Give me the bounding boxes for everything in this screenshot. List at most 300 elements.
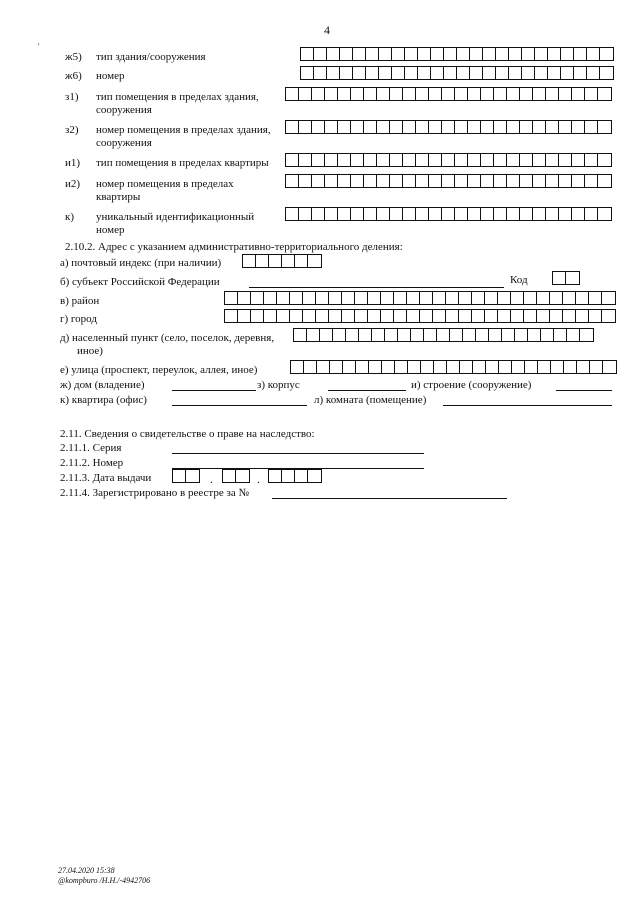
character-cell[interactable] bbox=[338, 175, 351, 187]
character-cell[interactable] bbox=[424, 329, 437, 341]
character-cell[interactable] bbox=[338, 121, 351, 133]
character-cell[interactable] bbox=[496, 48, 509, 60]
locality-boxes[interactable] bbox=[293, 328, 594, 342]
character-cell[interactable] bbox=[520, 121, 533, 133]
character-cell[interactable] bbox=[301, 67, 314, 79]
character-cell[interactable] bbox=[572, 88, 585, 100]
character-cell[interactable] bbox=[546, 121, 559, 133]
character-cell[interactable] bbox=[368, 310, 381, 322]
character-cell[interactable] bbox=[468, 208, 481, 220]
character-cell[interactable] bbox=[507, 154, 520, 166]
character-cell[interactable] bbox=[589, 292, 602, 304]
character-cell[interactable] bbox=[524, 292, 537, 304]
character-cell[interactable] bbox=[327, 67, 340, 79]
character-cell[interactable] bbox=[455, 208, 468, 220]
character-cell[interactable] bbox=[494, 88, 507, 100]
character-cell[interactable] bbox=[481, 208, 494, 220]
character-cell[interactable] bbox=[450, 329, 463, 341]
character-cell[interactable] bbox=[382, 361, 395, 373]
character-cell[interactable] bbox=[377, 88, 390, 100]
character-cell[interactable] bbox=[325, 88, 338, 100]
character-cell[interactable] bbox=[294, 329, 307, 341]
character-cell[interactable] bbox=[286, 88, 299, 100]
character-cell[interactable] bbox=[317, 361, 330, 373]
character-cell[interactable] bbox=[295, 255, 308, 267]
district-boxes[interactable] bbox=[224, 291, 616, 305]
character-cell[interactable] bbox=[416, 88, 429, 100]
character-cell[interactable] bbox=[535, 48, 548, 60]
character-cell[interactable] bbox=[223, 470, 236, 482]
character-cell[interactable] bbox=[405, 48, 418, 60]
character-cell[interactable] bbox=[290, 292, 303, 304]
character-cell[interactable] bbox=[390, 175, 403, 187]
character-cell[interactable] bbox=[483, 67, 496, 79]
character-cell[interactable] bbox=[355, 310, 368, 322]
character-cell[interactable] bbox=[312, 175, 325, 187]
premises-type-boxes[interactable] bbox=[285, 87, 612, 101]
character-cell[interactable] bbox=[173, 470, 186, 482]
character-cell[interactable] bbox=[286, 121, 299, 133]
character-cell[interactable] bbox=[429, 88, 442, 100]
registry-line[interactable] bbox=[272, 498, 507, 499]
character-cell[interactable] bbox=[329, 310, 342, 322]
character-cell[interactable] bbox=[379, 48, 392, 60]
character-cell[interactable] bbox=[585, 88, 598, 100]
character-cell[interactable] bbox=[559, 154, 572, 166]
character-cell[interactable] bbox=[548, 48, 561, 60]
character-cell[interactable] bbox=[507, 121, 520, 133]
character-cell[interactable] bbox=[312, 154, 325, 166]
character-cell[interactable] bbox=[286, 154, 299, 166]
character-cell[interactable] bbox=[498, 292, 511, 304]
character-cell[interactable] bbox=[499, 361, 512, 373]
character-cell[interactable] bbox=[598, 121, 611, 133]
character-cell[interactable] bbox=[548, 67, 561, 79]
character-cell[interactable] bbox=[520, 208, 533, 220]
character-cell[interactable] bbox=[314, 48, 327, 60]
character-cell[interactable] bbox=[585, 154, 598, 166]
character-cell[interactable] bbox=[431, 48, 444, 60]
character-cell[interactable] bbox=[585, 175, 598, 187]
character-cell[interactable] bbox=[550, 310, 563, 322]
character-cell[interactable] bbox=[551, 361, 564, 373]
character-cell[interactable] bbox=[364, 88, 377, 100]
character-cell[interactable] bbox=[325, 154, 338, 166]
character-cell[interactable] bbox=[485, 292, 498, 304]
premises-number-boxes[interactable] bbox=[285, 120, 612, 134]
character-cell[interactable] bbox=[340, 67, 353, 79]
character-cell[interactable] bbox=[418, 48, 431, 60]
character-cell[interactable] bbox=[472, 310, 485, 322]
character-cell[interactable] bbox=[351, 175, 364, 187]
character-cell[interactable] bbox=[496, 67, 509, 79]
character-cell[interactable] bbox=[561, 67, 574, 79]
character-cell[interactable] bbox=[442, 88, 455, 100]
character-cell[interactable] bbox=[411, 329, 424, 341]
character-cell[interactable] bbox=[473, 361, 486, 373]
character-cell[interactable] bbox=[546, 88, 559, 100]
character-cell[interactable] bbox=[457, 67, 470, 79]
character-cell[interactable] bbox=[535, 67, 548, 79]
street-boxes[interactable] bbox=[290, 360, 617, 374]
character-cell[interactable] bbox=[485, 310, 498, 322]
character-cell[interactable] bbox=[494, 208, 507, 220]
character-cell[interactable] bbox=[533, 175, 546, 187]
character-cell[interactable] bbox=[602, 292, 615, 304]
character-cell[interactable] bbox=[470, 48, 483, 60]
character-cell[interactable] bbox=[364, 208, 377, 220]
character-cell[interactable] bbox=[511, 310, 524, 322]
building-line[interactable] bbox=[328, 390, 406, 391]
character-cell[interactable] bbox=[312, 121, 325, 133]
character-cell[interactable] bbox=[600, 67, 613, 79]
character-cell[interactable] bbox=[559, 88, 572, 100]
character-cell[interactable] bbox=[494, 175, 507, 187]
character-cell[interactable] bbox=[405, 67, 418, 79]
postal-index-boxes[interactable] bbox=[242, 254, 322, 268]
character-cell[interactable] bbox=[333, 329, 346, 341]
character-cell[interactable] bbox=[338, 208, 351, 220]
character-cell[interactable] bbox=[236, 470, 249, 482]
character-cell[interactable] bbox=[442, 154, 455, 166]
character-cell[interactable] bbox=[316, 310, 329, 322]
character-cell[interactable] bbox=[403, 88, 416, 100]
character-cell[interactable] bbox=[420, 310, 433, 322]
character-cell[interactable] bbox=[377, 154, 390, 166]
character-cell[interactable] bbox=[421, 361, 434, 373]
character-cell[interactable] bbox=[403, 208, 416, 220]
character-cell[interactable] bbox=[522, 48, 535, 60]
character-cell[interactable] bbox=[444, 48, 457, 60]
character-cell[interactable] bbox=[277, 292, 290, 304]
character-cell[interactable] bbox=[587, 48, 600, 60]
apartment-premises-number-boxes[interactable] bbox=[285, 174, 612, 188]
character-cell[interactable] bbox=[546, 208, 559, 220]
character-cell[interactable] bbox=[338, 154, 351, 166]
character-cell[interactable] bbox=[277, 310, 290, 322]
character-cell[interactable] bbox=[327, 48, 340, 60]
character-cell[interactable] bbox=[351, 88, 364, 100]
character-cell[interactable] bbox=[561, 48, 574, 60]
character-cell[interactable] bbox=[455, 154, 468, 166]
character-cell[interactable] bbox=[256, 255, 269, 267]
character-cell[interactable] bbox=[559, 175, 572, 187]
structure-line[interactable] bbox=[556, 390, 612, 391]
character-cell[interactable] bbox=[403, 154, 416, 166]
character-cell[interactable] bbox=[576, 310, 589, 322]
character-cell[interactable] bbox=[420, 292, 433, 304]
building-type-boxes[interactable] bbox=[300, 47, 614, 61]
character-cell[interactable] bbox=[390, 88, 403, 100]
character-cell[interactable] bbox=[340, 48, 353, 60]
character-cell[interactable] bbox=[442, 121, 455, 133]
character-cell[interactable] bbox=[444, 67, 457, 79]
character-cell[interactable] bbox=[299, 121, 312, 133]
issue-day-boxes[interactable] bbox=[172, 469, 200, 483]
character-cell[interactable] bbox=[567, 329, 580, 341]
character-cell[interactable] bbox=[546, 175, 559, 187]
character-cell[interactable] bbox=[494, 121, 507, 133]
character-cell[interactable] bbox=[366, 67, 379, 79]
character-cell[interactable] bbox=[434, 361, 447, 373]
character-cell[interactable] bbox=[577, 361, 590, 373]
character-cell[interactable] bbox=[303, 292, 316, 304]
character-cell[interactable] bbox=[494, 154, 507, 166]
character-cell[interactable] bbox=[356, 361, 369, 373]
character-cell[interactable] bbox=[602, 310, 615, 322]
character-cell[interactable] bbox=[291, 361, 304, 373]
character-cell[interactable] bbox=[304, 361, 317, 373]
character-cell[interactable] bbox=[299, 88, 312, 100]
character-cell[interactable] bbox=[225, 310, 238, 322]
character-cell[interactable] bbox=[301, 48, 314, 60]
character-cell[interactable] bbox=[437, 329, 450, 341]
character-cell[interactable] bbox=[316, 292, 329, 304]
character-cell[interactable] bbox=[574, 48, 587, 60]
character-cell[interactable] bbox=[572, 208, 585, 220]
character-cell[interactable] bbox=[486, 361, 499, 373]
character-cell[interactable] bbox=[587, 67, 600, 79]
character-cell[interactable] bbox=[442, 175, 455, 187]
character-cell[interactable] bbox=[429, 175, 442, 187]
character-cell[interactable] bbox=[429, 154, 442, 166]
character-cell[interactable] bbox=[325, 208, 338, 220]
character-cell[interactable] bbox=[377, 175, 390, 187]
character-cell[interactable] bbox=[533, 154, 546, 166]
character-cell[interactable] bbox=[559, 121, 572, 133]
character-cell[interactable] bbox=[295, 470, 308, 482]
character-cell[interactable] bbox=[398, 329, 411, 341]
character-cell[interactable] bbox=[431, 67, 444, 79]
character-cell[interactable] bbox=[572, 154, 585, 166]
character-cell[interactable] bbox=[600, 48, 613, 60]
character-cell[interactable] bbox=[338, 88, 351, 100]
character-cell[interactable] bbox=[416, 175, 429, 187]
character-cell[interactable] bbox=[559, 208, 572, 220]
character-cell[interactable] bbox=[463, 329, 476, 341]
character-cell[interactable] bbox=[238, 310, 251, 322]
character-cell[interactable] bbox=[299, 208, 312, 220]
character-cell[interactable] bbox=[416, 154, 429, 166]
character-cell[interactable] bbox=[460, 361, 473, 373]
character-cell[interactable] bbox=[507, 88, 520, 100]
character-cell[interactable] bbox=[550, 292, 563, 304]
character-cell[interactable] bbox=[455, 175, 468, 187]
building-number-boxes[interactable] bbox=[300, 66, 614, 80]
character-cell[interactable] bbox=[537, 310, 550, 322]
character-cell[interactable] bbox=[585, 208, 598, 220]
apartment-line[interactable] bbox=[172, 405, 307, 406]
character-cell[interactable] bbox=[251, 310, 264, 322]
character-cell[interactable] bbox=[515, 329, 528, 341]
character-cell[interactable] bbox=[533, 208, 546, 220]
character-cell[interactable] bbox=[299, 175, 312, 187]
character-cell[interactable] bbox=[243, 255, 256, 267]
character-cell[interactable] bbox=[308, 255, 321, 267]
character-cell[interactable] bbox=[381, 292, 394, 304]
character-cell[interactable] bbox=[483, 48, 496, 60]
character-cell[interactable] bbox=[533, 121, 546, 133]
character-cell[interactable] bbox=[598, 154, 611, 166]
character-cell[interactable] bbox=[481, 154, 494, 166]
character-cell[interactable] bbox=[416, 121, 429, 133]
character-cell[interactable] bbox=[320, 329, 333, 341]
character-cell[interactable] bbox=[541, 329, 554, 341]
character-cell[interactable] bbox=[390, 121, 403, 133]
character-cell[interactable] bbox=[312, 88, 325, 100]
character-cell[interactable] bbox=[589, 310, 602, 322]
issue-month-boxes[interactable] bbox=[222, 469, 250, 483]
character-cell[interactable] bbox=[512, 361, 525, 373]
character-cell[interactable] bbox=[524, 310, 537, 322]
character-cell[interactable] bbox=[468, 175, 481, 187]
character-cell[interactable] bbox=[576, 292, 589, 304]
character-cell[interactable] bbox=[470, 67, 483, 79]
character-cell[interactable] bbox=[282, 255, 295, 267]
character-cell[interactable] bbox=[342, 292, 355, 304]
character-cell[interactable] bbox=[403, 175, 416, 187]
character-cell[interactable] bbox=[507, 208, 520, 220]
character-cell[interactable] bbox=[351, 121, 364, 133]
character-cell[interactable] bbox=[407, 310, 420, 322]
house-line[interactable] bbox=[172, 390, 256, 391]
character-cell[interactable] bbox=[433, 292, 446, 304]
character-cell[interactable] bbox=[433, 310, 446, 322]
character-cell[interactable] bbox=[481, 175, 494, 187]
character-cell[interactable] bbox=[314, 67, 327, 79]
character-cell[interactable] bbox=[392, 67, 405, 79]
character-cell[interactable] bbox=[525, 361, 538, 373]
character-cell[interactable] bbox=[520, 175, 533, 187]
character-cell[interactable] bbox=[325, 175, 338, 187]
character-cell[interactable] bbox=[537, 292, 550, 304]
character-cell[interactable] bbox=[502, 329, 515, 341]
character-cell[interactable] bbox=[364, 175, 377, 187]
character-cell[interactable] bbox=[416, 208, 429, 220]
character-cell[interactable] bbox=[533, 88, 546, 100]
character-cell[interactable] bbox=[286, 208, 299, 220]
character-cell[interactable] bbox=[429, 121, 442, 133]
character-cell[interactable] bbox=[330, 361, 343, 373]
character-cell[interactable] bbox=[369, 361, 382, 373]
character-cell[interactable] bbox=[290, 310, 303, 322]
issue-year-boxes[interactable] bbox=[268, 469, 322, 483]
character-cell[interactable] bbox=[353, 67, 366, 79]
character-cell[interactable] bbox=[342, 310, 355, 322]
series-line[interactable] bbox=[172, 453, 424, 454]
character-cell[interactable] bbox=[385, 329, 398, 341]
character-cell[interactable] bbox=[238, 292, 251, 304]
character-cell[interactable] bbox=[546, 154, 559, 166]
character-cell[interactable] bbox=[299, 154, 312, 166]
character-cell[interactable] bbox=[442, 208, 455, 220]
character-cell[interactable] bbox=[355, 292, 368, 304]
character-cell[interactable] bbox=[377, 121, 390, 133]
character-cell[interactable] bbox=[225, 292, 238, 304]
character-cell[interactable] bbox=[472, 292, 485, 304]
character-cell[interactable] bbox=[511, 292, 524, 304]
character-cell[interactable] bbox=[394, 310, 407, 322]
character-cell[interactable] bbox=[407, 292, 420, 304]
character-cell[interactable] bbox=[390, 208, 403, 220]
character-cell[interactable] bbox=[580, 329, 593, 341]
character-cell[interactable] bbox=[566, 272, 579, 284]
character-cell[interactable] bbox=[343, 361, 356, 373]
character-cell[interactable] bbox=[598, 175, 611, 187]
character-cell[interactable] bbox=[455, 88, 468, 100]
character-cell[interactable] bbox=[520, 88, 533, 100]
character-cell[interactable] bbox=[308, 470, 321, 482]
character-cell[interactable] bbox=[590, 361, 603, 373]
character-cell[interactable] bbox=[303, 310, 316, 322]
character-cell[interactable] bbox=[564, 361, 577, 373]
character-cell[interactable] bbox=[364, 121, 377, 133]
character-cell[interactable] bbox=[554, 329, 567, 341]
character-cell[interactable] bbox=[522, 67, 535, 79]
character-cell[interactable] bbox=[408, 361, 421, 373]
character-cell[interactable] bbox=[364, 154, 377, 166]
unique-id-boxes[interactable] bbox=[285, 207, 612, 221]
character-cell[interactable] bbox=[390, 154, 403, 166]
character-cell[interactable] bbox=[538, 361, 551, 373]
character-cell[interactable] bbox=[528, 329, 541, 341]
character-cell[interactable] bbox=[572, 175, 585, 187]
character-cell[interactable] bbox=[468, 154, 481, 166]
character-cell[interactable] bbox=[455, 121, 468, 133]
character-cell[interactable] bbox=[269, 255, 282, 267]
character-cell[interactable] bbox=[269, 470, 282, 482]
character-cell[interactable] bbox=[264, 310, 277, 322]
character-cell[interactable] bbox=[476, 329, 489, 341]
character-cell[interactable] bbox=[553, 272, 566, 284]
character-cell[interactable] bbox=[251, 292, 264, 304]
character-cell[interactable] bbox=[598, 208, 611, 220]
character-cell[interactable] bbox=[563, 310, 576, 322]
character-cell[interactable] bbox=[520, 154, 533, 166]
character-cell[interactable] bbox=[481, 88, 494, 100]
subject-line[interactable] bbox=[249, 287, 504, 288]
character-cell[interactable] bbox=[459, 292, 472, 304]
character-cell[interactable] bbox=[379, 67, 392, 79]
character-cell[interactable] bbox=[351, 208, 364, 220]
character-cell[interactable] bbox=[264, 292, 277, 304]
character-cell[interactable] bbox=[563, 292, 576, 304]
character-cell[interactable] bbox=[377, 208, 390, 220]
character-cell[interactable] bbox=[395, 361, 408, 373]
character-cell[interactable] bbox=[498, 310, 511, 322]
character-cell[interactable] bbox=[507, 175, 520, 187]
character-cell[interactable] bbox=[574, 67, 587, 79]
character-cell[interactable] bbox=[509, 67, 522, 79]
character-cell[interactable] bbox=[307, 329, 320, 341]
room-line[interactable] bbox=[443, 405, 612, 406]
character-cell[interactable] bbox=[489, 329, 502, 341]
character-cell[interactable] bbox=[346, 329, 359, 341]
character-cell[interactable] bbox=[366, 48, 379, 60]
apartment-premises-type-boxes[interactable] bbox=[285, 153, 612, 167]
character-cell[interactable] bbox=[429, 208, 442, 220]
character-cell[interactable] bbox=[359, 329, 372, 341]
character-cell[interactable] bbox=[481, 121, 494, 133]
character-cell[interactable] bbox=[353, 48, 366, 60]
character-cell[interactable] bbox=[351, 154, 364, 166]
subject-code-boxes[interactable] bbox=[552, 271, 580, 285]
character-cell[interactable] bbox=[372, 329, 385, 341]
character-cell[interactable] bbox=[282, 470, 295, 482]
character-cell[interactable] bbox=[572, 121, 585, 133]
character-cell[interactable] bbox=[603, 361, 616, 373]
character-cell[interactable] bbox=[312, 208, 325, 220]
